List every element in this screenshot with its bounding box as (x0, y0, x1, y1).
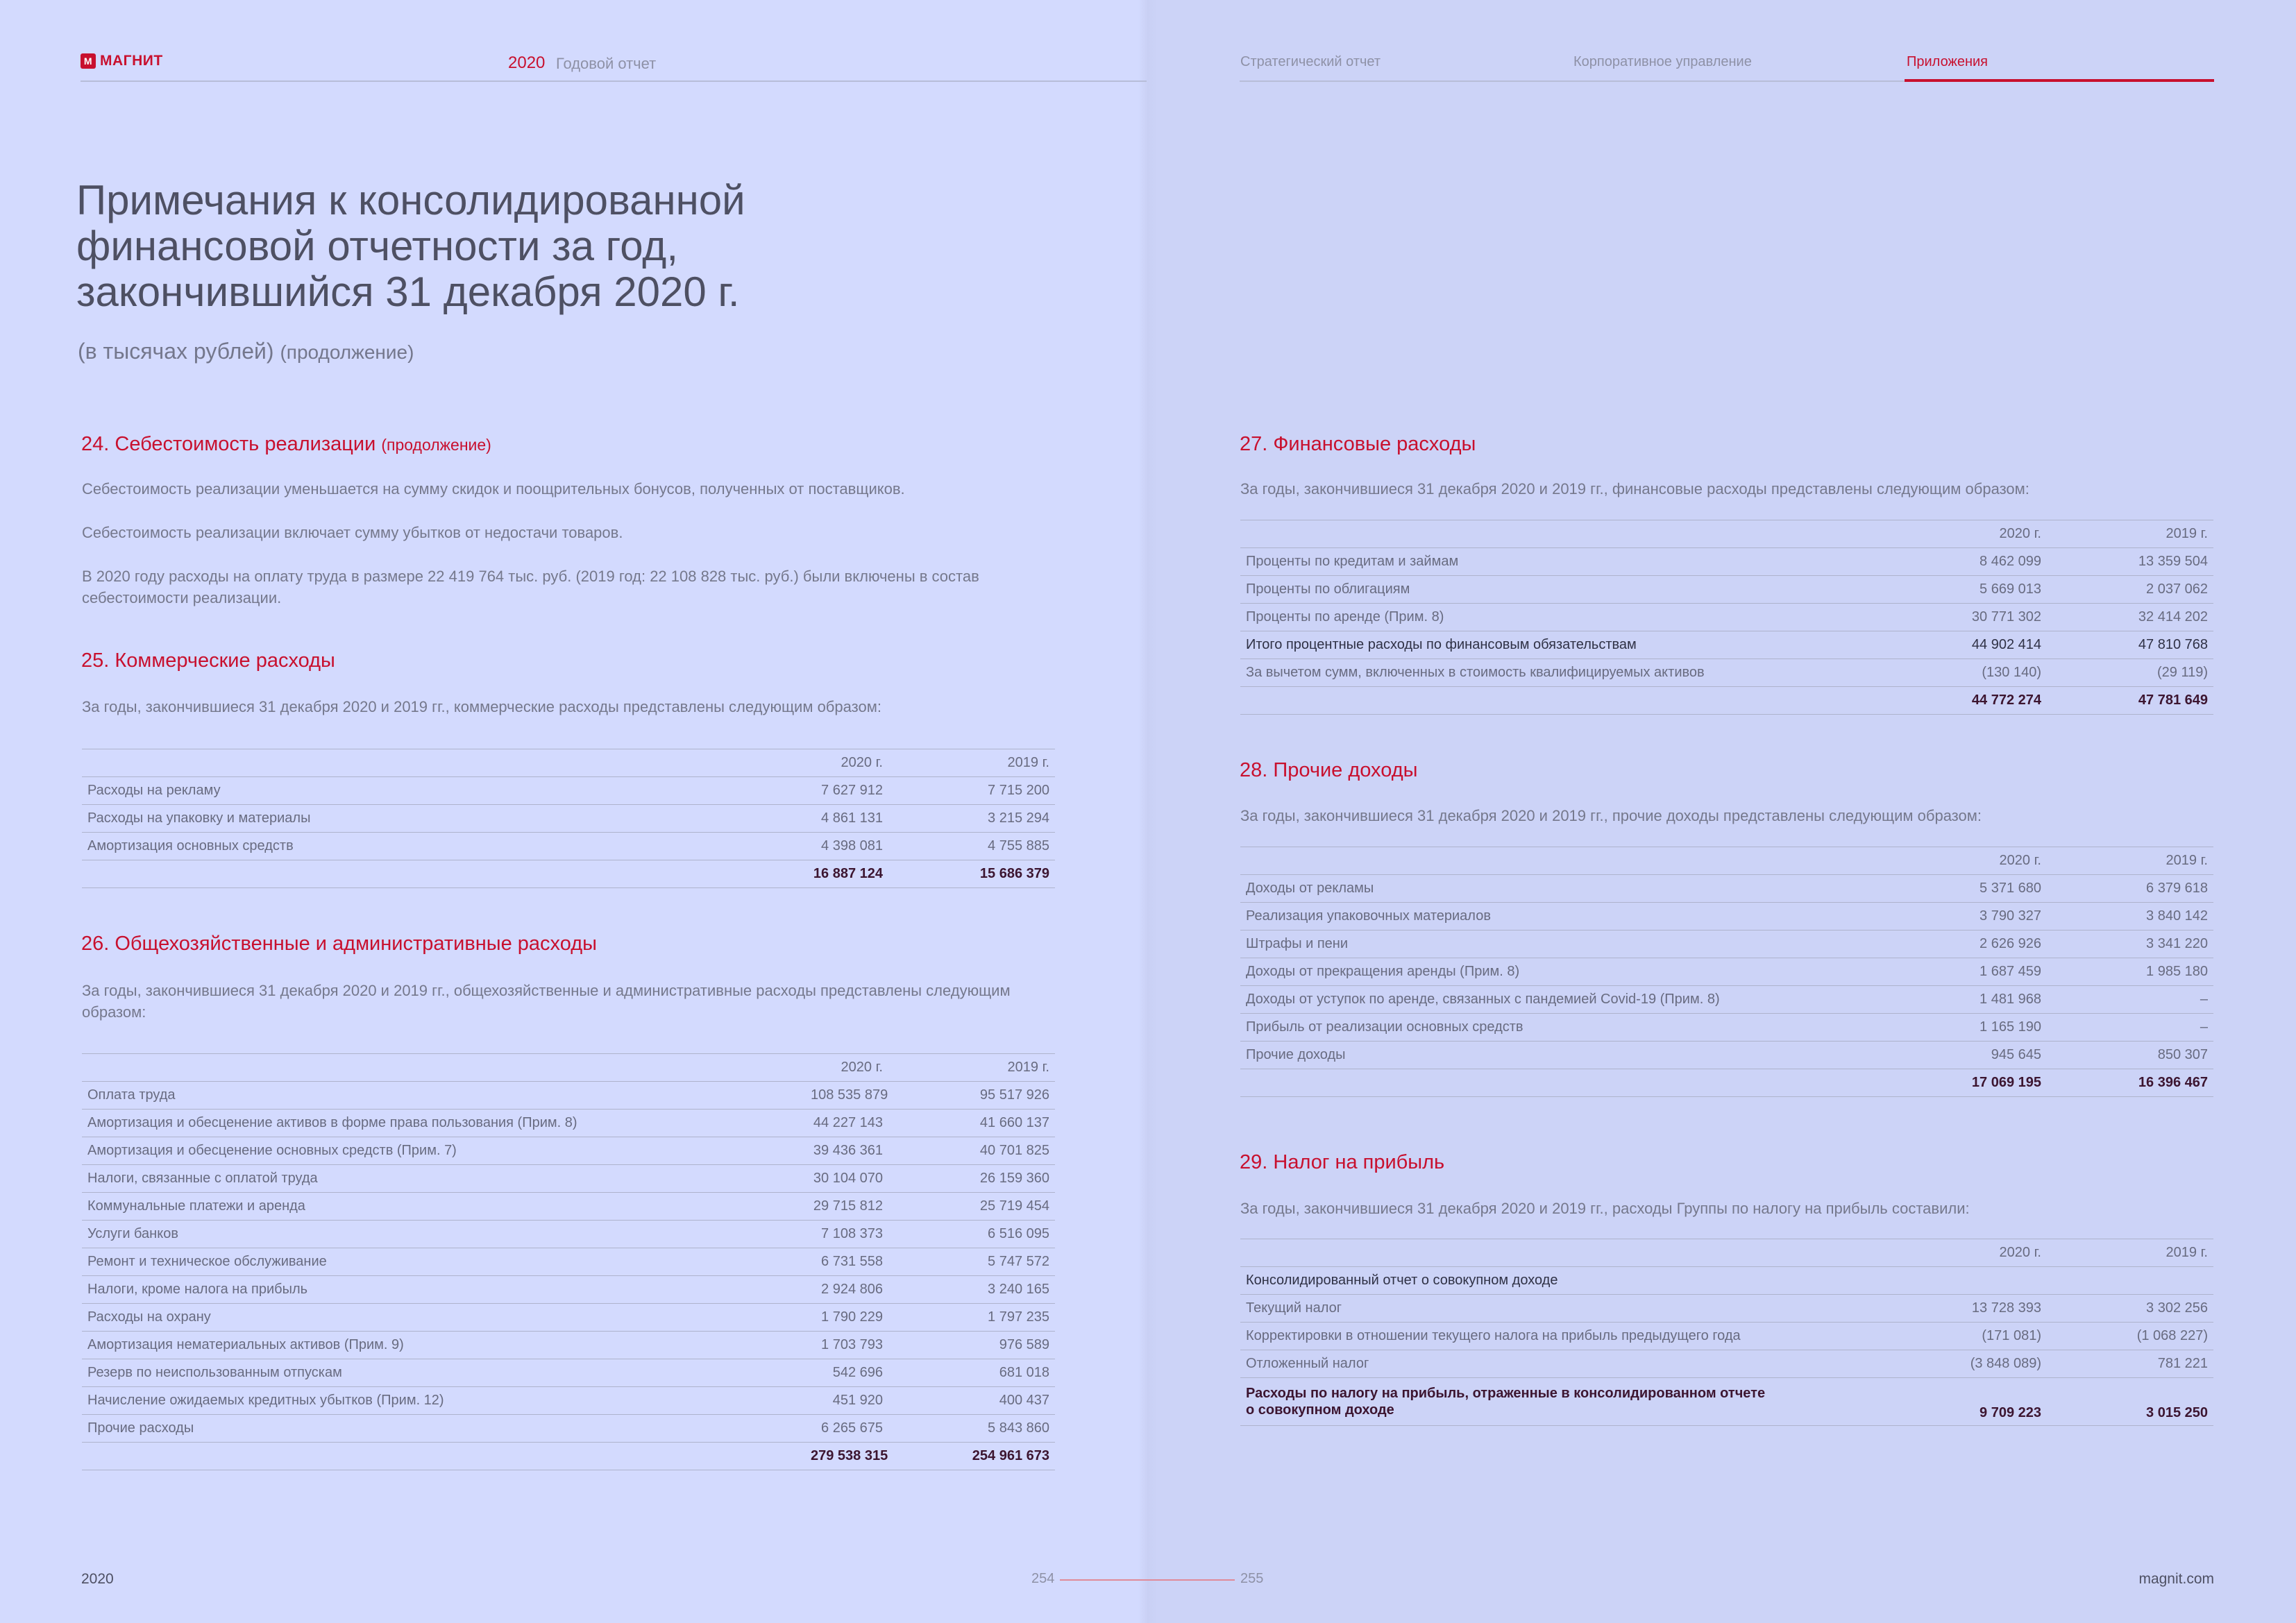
table-subtotal-row (1240, 631, 2213, 659)
magnit-logo[interactable] (81, 53, 163, 69)
section-25-title: 25. Коммерческие расходы (81, 649, 335, 672)
value-2019: 4 755 885 (888, 833, 1055, 860)
total-2020: 44 772 274 (1964, 687, 2047, 715)
section-26-table (82, 1053, 1055, 1470)
total-label-line-2: о совокупном доходе (1246, 1402, 1394, 1418)
continuation-note: (продолжение) (280, 341, 414, 363)
table-total-row (82, 860, 1055, 888)
table-total-row (1240, 1069, 2213, 1097)
total-2020: 17 069 195 (1964, 1069, 2047, 1097)
row-label: Проценты по кредитам и займам (1240, 548, 1964, 576)
table-row (1240, 1295, 2213, 1323)
nav-appendices[interactable]: Приложения (1907, 54, 1989, 69)
value-2020: 1 481 968 (1964, 986, 2047, 1014)
value-2019: 681 018 (888, 1359, 1055, 1387)
section-29-intro: За годы, закончившиеся 31 декабря 2020 и 2019 гг., расходы Группы по налогу на прибыль составили: (1240, 1200, 1970, 1217)
table-row (82, 1304, 1055, 1332)
value-2020: 13 728 393 (1964, 1295, 2047, 1323)
table-header-row (82, 749, 1055, 777)
units-note: (в тысячах рублей) (78, 339, 274, 364)
value-2020: 1 687 459 (1964, 958, 2047, 986)
value-2020: 8 462 099 (1964, 548, 2047, 576)
value-2019: 41 660 137 (888, 1110, 1055, 1137)
row-label: Штрафы и пени (1240, 931, 1964, 958)
section-29-table (1240, 1239, 2213, 1426)
table-row (82, 777, 1055, 805)
section-28-table (1240, 847, 2213, 1097)
total-2019: 3 015 250 (2047, 1378, 2213, 1426)
column-header-2019: 2019 г. (888, 749, 1055, 777)
column-header-2020: 2020 г. (1964, 847, 2047, 875)
value-2020: 5 669 013 (1964, 576, 2047, 604)
table-row (1240, 548, 2213, 576)
table-row (1240, 1350, 2213, 1378)
page-title-line-3: закончившийся 31 декабря 2020 г. (76, 269, 740, 315)
page-title (76, 178, 909, 315)
row-label: Расходы на охрану (82, 1304, 805, 1332)
column-header-2020: 2020 г. (805, 749, 888, 777)
row-label: Текущий налог (1240, 1295, 1964, 1323)
magnit-logo-icon: M (81, 53, 96, 69)
table-header-row (1240, 520, 2213, 548)
value-2020: 451 920 (805, 1387, 888, 1415)
value-2019: (1 068 227) (2047, 1323, 2213, 1350)
value-2019: 3 240 165 (888, 1276, 1055, 1304)
row-label: Расходы на рекламу (82, 777, 805, 805)
row-label: Оплата труда (82, 1082, 805, 1110)
value-2019: 32 414 202 (2047, 604, 2213, 631)
table-row (82, 1276, 1055, 1304)
table-header-row (1240, 847, 2213, 875)
table-row (1240, 875, 2213, 903)
value-2020: 4 398 081 (805, 833, 888, 860)
value-2019: 781 221 (2047, 1350, 2213, 1378)
table-total-row (82, 1443, 1055, 1470)
value-2020: 7 627 912 (805, 777, 888, 805)
section-27-table (1240, 520, 2213, 715)
value-2019: 6 516 095 (888, 1221, 1055, 1248)
column-header-2019: 2019 г. (2047, 520, 2213, 548)
row-label: Коммунальные платежи и аренда (82, 1193, 805, 1221)
footer-year: 2020 (81, 1571, 114, 1587)
value-2020: 4 861 131 (805, 805, 888, 833)
section-24-paragraph-1: Себестоимость реализации уменьшается на сумму скидок и поощрительных бонусов, полученных от поставщиков. (82, 480, 905, 498)
table-row (82, 1248, 1055, 1276)
total-2019: 16 396 467 (2047, 1069, 2213, 1097)
section-24-paragraph-2: Себестоимость реализации включает сумму убытков от недостачи товаров. (82, 524, 623, 541)
row-label: Доходы от прекращения аренды (Прим. 8) (1240, 958, 1964, 986)
table-row (82, 833, 1055, 860)
section-29-title: 29. Налог на прибыль (1240, 1151, 1445, 1173)
value-2019: 3 840 142 (2047, 903, 2213, 931)
value-2020: 7 108 373 (805, 1221, 888, 1248)
section-27-intro: За годы, закончившиеся 31 декабря 2020 и 2019 гг., финансовые расходы представлены следующим образом: (1240, 480, 2029, 498)
table-row (1240, 1042, 2213, 1069)
table-row (82, 1082, 1055, 1110)
row-label: За вычетом сумм, включенных в стоимость квалифицируемых активов (1240, 659, 1964, 687)
row-label: Ремонт и техническое обслуживание (82, 1248, 805, 1276)
value-2019: 1 985 180 (2047, 958, 2213, 986)
value-2019: 95 517 926 (888, 1082, 1055, 1110)
value-2019: – (2047, 986, 2213, 1014)
table-row (1240, 1323, 2213, 1350)
row-label: Амортизация и обесценение активов в форме права пользования (Прим. 8) (82, 1110, 805, 1137)
total-label-line-1: Расходы по налогу на прибыль, отраженные в консолидированном отчете (1246, 1386, 1766, 1401)
value-2020: 1 790 229 (805, 1304, 888, 1332)
table-row (82, 805, 1055, 833)
value-2019: 25 719 454 (888, 1193, 1055, 1221)
page-number-right: 255 (1240, 1571, 1264, 1586)
value-2020: 542 696 (805, 1359, 888, 1387)
section-28-intro: За годы, закончившиеся 31 декабря 2020 и 2019 гг., прочие доходы представлены следующим образом: (1240, 807, 1982, 824)
page-title-line-1: Примечания к консолидированной (76, 177, 745, 223)
table-row (1240, 1014, 2213, 1042)
page-gutter (1138, 0, 1158, 1623)
table-row (1240, 931, 2213, 958)
table-header-row (1240, 1239, 2213, 1267)
table-group-row (1240, 1267, 2213, 1295)
row-label: Начисление ожидаемых кредитных убытков (Прим. 12) (82, 1387, 805, 1415)
table-row (82, 1165, 1055, 1193)
value-2020: 6 265 675 (805, 1415, 888, 1443)
page-title-line-2: финансовой отчетности за год, (76, 223, 678, 269)
row-label: Налоги, связанные с оплатой труда (82, 1165, 805, 1193)
value-2020: 108 535 879 (805, 1082, 888, 1110)
value-2020: 44 902 414 (1964, 631, 2047, 659)
table-row (82, 1415, 1055, 1443)
value-2019: 5 843 860 (888, 1415, 1055, 1443)
row-label: Отложенный налог (1240, 1350, 1964, 1378)
value-2020: 2 924 806 (805, 1276, 888, 1304)
value-2019: 2 037 062 (2047, 576, 2213, 604)
nav-strategic-report[interactable]: Стратегический отчет (1240, 54, 1381, 69)
table-row (1240, 958, 2213, 986)
value-2020: 1 703 793 (805, 1332, 888, 1359)
value-2020: 30 104 070 (805, 1165, 888, 1193)
footer-site-link[interactable]: magnit.com (2138, 1571, 2214, 1587)
column-header-2019: 2019 г. (2047, 1239, 2213, 1267)
row-label: Реализация упаковочных материалов (1240, 903, 1964, 931)
value-2020: 44 227 143 (805, 1110, 888, 1137)
value-2019: 400 437 (888, 1387, 1055, 1415)
column-header-2020: 2020 г. (1964, 1239, 2047, 1267)
value-2020: 6 731 558 (805, 1248, 888, 1276)
table-row (1240, 576, 2213, 604)
table-row (82, 1137, 1055, 1165)
page-subtitle (78, 339, 414, 364)
row-label: Амортизация основных средств (82, 833, 805, 860)
value-2020: 39 436 361 (805, 1137, 888, 1165)
table-row (82, 1193, 1055, 1221)
row-label: Амортизация и обесценение основных средств (Прим. 7) (82, 1137, 805, 1165)
value-2020: 2 626 926 (1964, 931, 2047, 958)
header-year: 2020 (508, 53, 546, 72)
value-2019: 47 810 768 (2047, 631, 2213, 659)
row-label: Доходы от уступок по аренде, связанных с пандемией Covid-19 (Прим. 8) (1240, 986, 1964, 1014)
value-2019: 3 341 220 (2047, 931, 2213, 958)
table-row (82, 1110, 1055, 1137)
column-header-2019: 2019 г. (888, 1054, 1055, 1082)
total-2020: 9 709 223 (1964, 1378, 2047, 1426)
value-2019: 7 715 200 (888, 777, 1055, 805)
footer-page-divider (1060, 1579, 1235, 1581)
table-row (82, 1387, 1055, 1415)
section-27-title: 27. Финансовые расходы (1240, 433, 1476, 455)
section-26-intro: За годы, закончившиеся 31 декабря 2020 и 2019 гг., общехозяйственные и административные расходы представлены следующим образом: (82, 982, 1011, 1021)
table-row (1240, 986, 2213, 1014)
total-2019: 47 781 649 (2047, 687, 2213, 715)
row-label: Прочие доходы (1240, 1042, 1964, 1069)
value-2019: 40 701 825 (888, 1137, 1055, 1165)
logo-text: МАГНИТ (100, 53, 163, 69)
value-2020: 3 790 327 (1964, 903, 2047, 931)
section-24-title-note: (продолжение) (381, 436, 491, 454)
value-2019: 6 379 618 (2047, 875, 2213, 903)
table-row (1240, 903, 2213, 931)
value-2019: 850 307 (2047, 1042, 2213, 1069)
value-2020: 5 371 680 (1964, 875, 2047, 903)
table-row (1240, 659, 2213, 687)
row-label: Налоги, кроме налога на прибыль (82, 1276, 805, 1304)
section-24-title-text: 24. Себестоимость реализации (81, 433, 376, 455)
section-25-intro: За годы, закончившиеся 31 декабря 2020 и 2019 гг., коммерческие расходы представлены следующим образом: (82, 698, 881, 715)
value-2019: 13 359 504 (2047, 548, 2213, 576)
column-header-2020: 2020 г. (805, 1054, 888, 1082)
row-label: Резерв по неиспользованным отпускам (82, 1359, 805, 1387)
value-2019: 3 302 256 (2047, 1295, 2213, 1323)
section-26-title: 26. Общехозяйственные и административные расходы (81, 933, 597, 955)
row-label: Доходы от рекламы (1240, 875, 1964, 903)
section-28-title: 28. Прочие доходы (1240, 759, 1418, 781)
row-label: Корректировки в отношении текущего налога на прибыль предыдущего года (1240, 1323, 1964, 1350)
value-2019: 26 159 360 (888, 1165, 1055, 1193)
value-2019: 1 797 235 (888, 1304, 1055, 1332)
value-2019: 3 215 294 (888, 805, 1055, 833)
value-2020: (130 140) (1964, 659, 2047, 687)
row-label: Проценты по облигациям (1240, 576, 1964, 604)
total-2020: 279 538 315 (805, 1443, 888, 1470)
group-label: Консолидированный отчет о совокупном доходе (1240, 1267, 2213, 1295)
value-2020: (3 848 089) (1964, 1350, 2047, 1378)
section-24-title (81, 433, 491, 456)
section-25-table (82, 749, 1055, 888)
nav-corporate-governance[interactable]: Корпоративное управление (1573, 54, 1752, 69)
table-row (82, 1332, 1055, 1359)
value-2020: 30 771 302 (1964, 604, 2047, 631)
value-2019: 5 747 572 (888, 1248, 1055, 1276)
row-label: Услуги банков (82, 1221, 805, 1248)
header-doc-title: Годовой отчет (556, 55, 657, 72)
row-label: Проценты по аренде (Прим. 8) (1240, 604, 1964, 631)
header-divider-left (81, 80, 1147, 82)
value-2020: 29 715 812 (805, 1193, 888, 1221)
row-label: Амортизация нематериальных активов (Прим. 9) (82, 1332, 805, 1359)
table-total-row (1240, 687, 2213, 715)
table-row (1240, 604, 2213, 631)
page-number-left: 254 (1031, 1571, 1055, 1586)
value-2019: 976 589 (888, 1332, 1055, 1359)
total-2019: 254 961 673 (888, 1443, 1055, 1470)
column-header-2019: 2019 г. (2047, 847, 2213, 875)
value-2020: (171 081) (1964, 1323, 2047, 1350)
value-2020: 945 645 (1964, 1042, 2047, 1069)
table-row (82, 1221, 1055, 1248)
nav-active-indicator (1905, 79, 2214, 82)
value-2019: – (2047, 1014, 2213, 1042)
row-label: Расходы на упаковку и материалы (82, 805, 805, 833)
table-row (82, 1359, 1055, 1387)
table-total-row (1240, 1378, 2213, 1426)
section-24-paragraph-3: В 2020 году расходы на оплату труда в размере 22 419 764 тыс. руб. (2019 год: 22 108 828 тыс. руб.) были включены в состав себестоимости реализации. (82, 568, 979, 606)
value-2019: (29 119) (2047, 659, 2213, 687)
table-header-row (82, 1054, 1055, 1082)
value-2020: 1 165 190 (1964, 1014, 2047, 1042)
row-label: Прочие расходы (82, 1415, 805, 1443)
column-header-2020: 2020 г. (1964, 520, 2047, 548)
total-2020: 16 887 124 (805, 860, 888, 888)
total-label (1240, 1378, 1964, 1426)
row-label: Прибыль от реализации основных средств (1240, 1014, 1964, 1042)
row-label: Итого процентные расходы по финансовым обязательствам (1240, 631, 1964, 659)
total-2019: 15 686 379 (888, 860, 1055, 888)
